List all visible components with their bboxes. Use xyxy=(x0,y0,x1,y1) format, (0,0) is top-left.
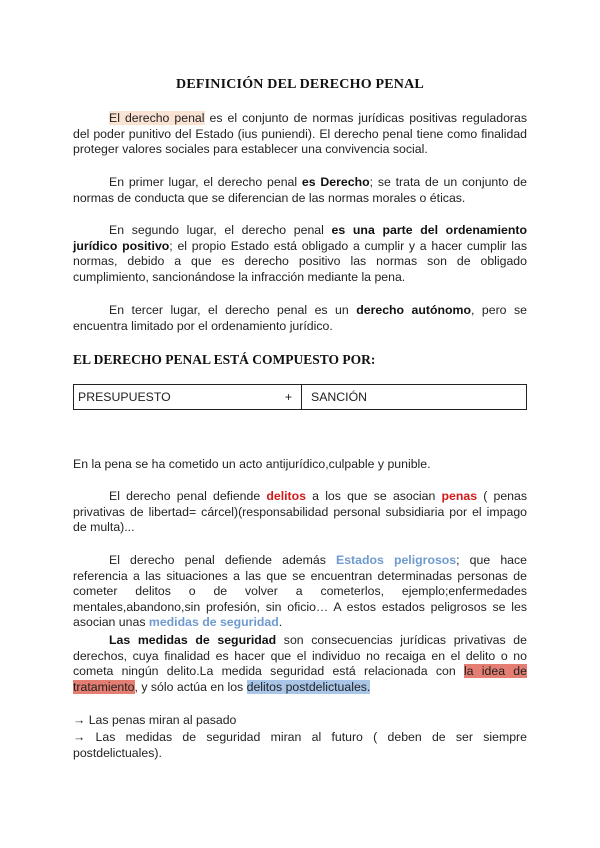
bold-term: Las medidas de seguridad xyxy=(109,633,277,647)
highlight-idea-tratamiento: la idea de tratamiento xyxy=(73,664,527,694)
paragraph-segundo-lugar xyxy=(73,223,527,285)
highlight-derecho-penal: El derecho penal xyxy=(109,111,205,125)
paragraph-pena: En la pena se ha cometido un acto antijurídico,culpable y punible. xyxy=(73,457,431,471)
text: ( penas privativas de libertad= cárcel)(responsabilidad personal subsidiaria por el impago de multa)... xyxy=(73,489,528,535)
cell-label-presupuesto: PRESUPUESTO xyxy=(78,390,171,404)
text: El derecho penal defiende además xyxy=(109,553,336,567)
cell-label-sancion: SANCIÓN xyxy=(311,390,368,404)
highlight-delitos-postdelictuales: delitos postdelictuales. xyxy=(246,679,371,694)
section-heading: EL DERECHO PENAL ESTÁ COMPUESTO POR: xyxy=(73,352,376,367)
page-title: DEFINICIÓN DEL DERECHO PENAL xyxy=(176,77,424,92)
text: , pero se encuentra limitado por el ordenamiento jurídico. xyxy=(73,303,527,333)
paragraph-definition xyxy=(73,111,527,158)
text: ; el propio Estado está obligado a cumplir y a hacer cumplir las normas, debido a que es derecho positivo las normas son de obligado cumplimiento, sancionándose la infracción mediante la pena. xyxy=(73,238,527,284)
table-cell-sancion xyxy=(302,385,526,409)
arrow-line-penas: → Las penas miran al pasado xyxy=(73,713,237,727)
term-delitos: delitos xyxy=(266,489,306,503)
text: a los que se asocian xyxy=(306,489,442,503)
text: , y sólo actúa en los xyxy=(134,679,247,694)
paragraph-tercer-lugar xyxy=(73,303,527,334)
composition-table xyxy=(73,384,527,410)
arrow-line-medidas: → Las medidas de seguridad miran al futuro ( deben de ser siempre postdelictuales). xyxy=(73,730,527,760)
bold-term: derecho autónomo xyxy=(356,303,471,317)
paragraph-estados-peligrosos xyxy=(73,553,527,631)
text: son consecuencias jurídicas privativas de derechos, cuya finalidad es hacer que el individuo no recaiga en el delito o no cometa ningún delito.La medida seguridad está relacionada con xyxy=(73,633,527,679)
table-cell-presupuesto xyxy=(74,385,302,409)
paragraph-primer-lugar xyxy=(73,175,527,206)
text: . xyxy=(278,615,283,630)
text: ; que hace referencia a las situaciones a las que se encuentran determinadas personas de cometer delitos o de volver a cometerlos, ejemplo;enfermedades mentales,abandono,sin profesión, sin oficio… A estos estados peligrosos se les asocian unas xyxy=(73,553,527,630)
term-estados-peligrosos: Estados peligrosos xyxy=(336,553,457,567)
text: ; se trata de un conjunto de normas de conducta que se diferencian de las normas morales o éticas. xyxy=(73,175,527,205)
text: En segundo lugar, el derecho penal xyxy=(109,223,332,237)
plus-sign: + xyxy=(284,390,292,404)
paragraph-medidas-seguridad xyxy=(73,633,527,695)
paragraph-delitos xyxy=(73,489,527,536)
bold-term: es una parte del ordenamiento jurídico positivo xyxy=(73,223,527,253)
text: En primer lugar, el derecho penal xyxy=(109,175,302,189)
term-penas: penas xyxy=(441,489,478,503)
bold-term: es Derecho xyxy=(301,175,370,189)
term-medidas-seguridad: medidas de seguridad xyxy=(148,615,279,630)
text: En tercer lugar, el derecho penal es un xyxy=(109,303,357,317)
text: es el conjunto de normas jurídicas positivas reguladoras del poder punitivo del Estado (ius puniendi). El derecho penal tiene como finalidad proteger valores sociales para establecer una convivencia social. xyxy=(73,111,528,157)
text: El derecho penal defiende xyxy=(109,489,267,503)
